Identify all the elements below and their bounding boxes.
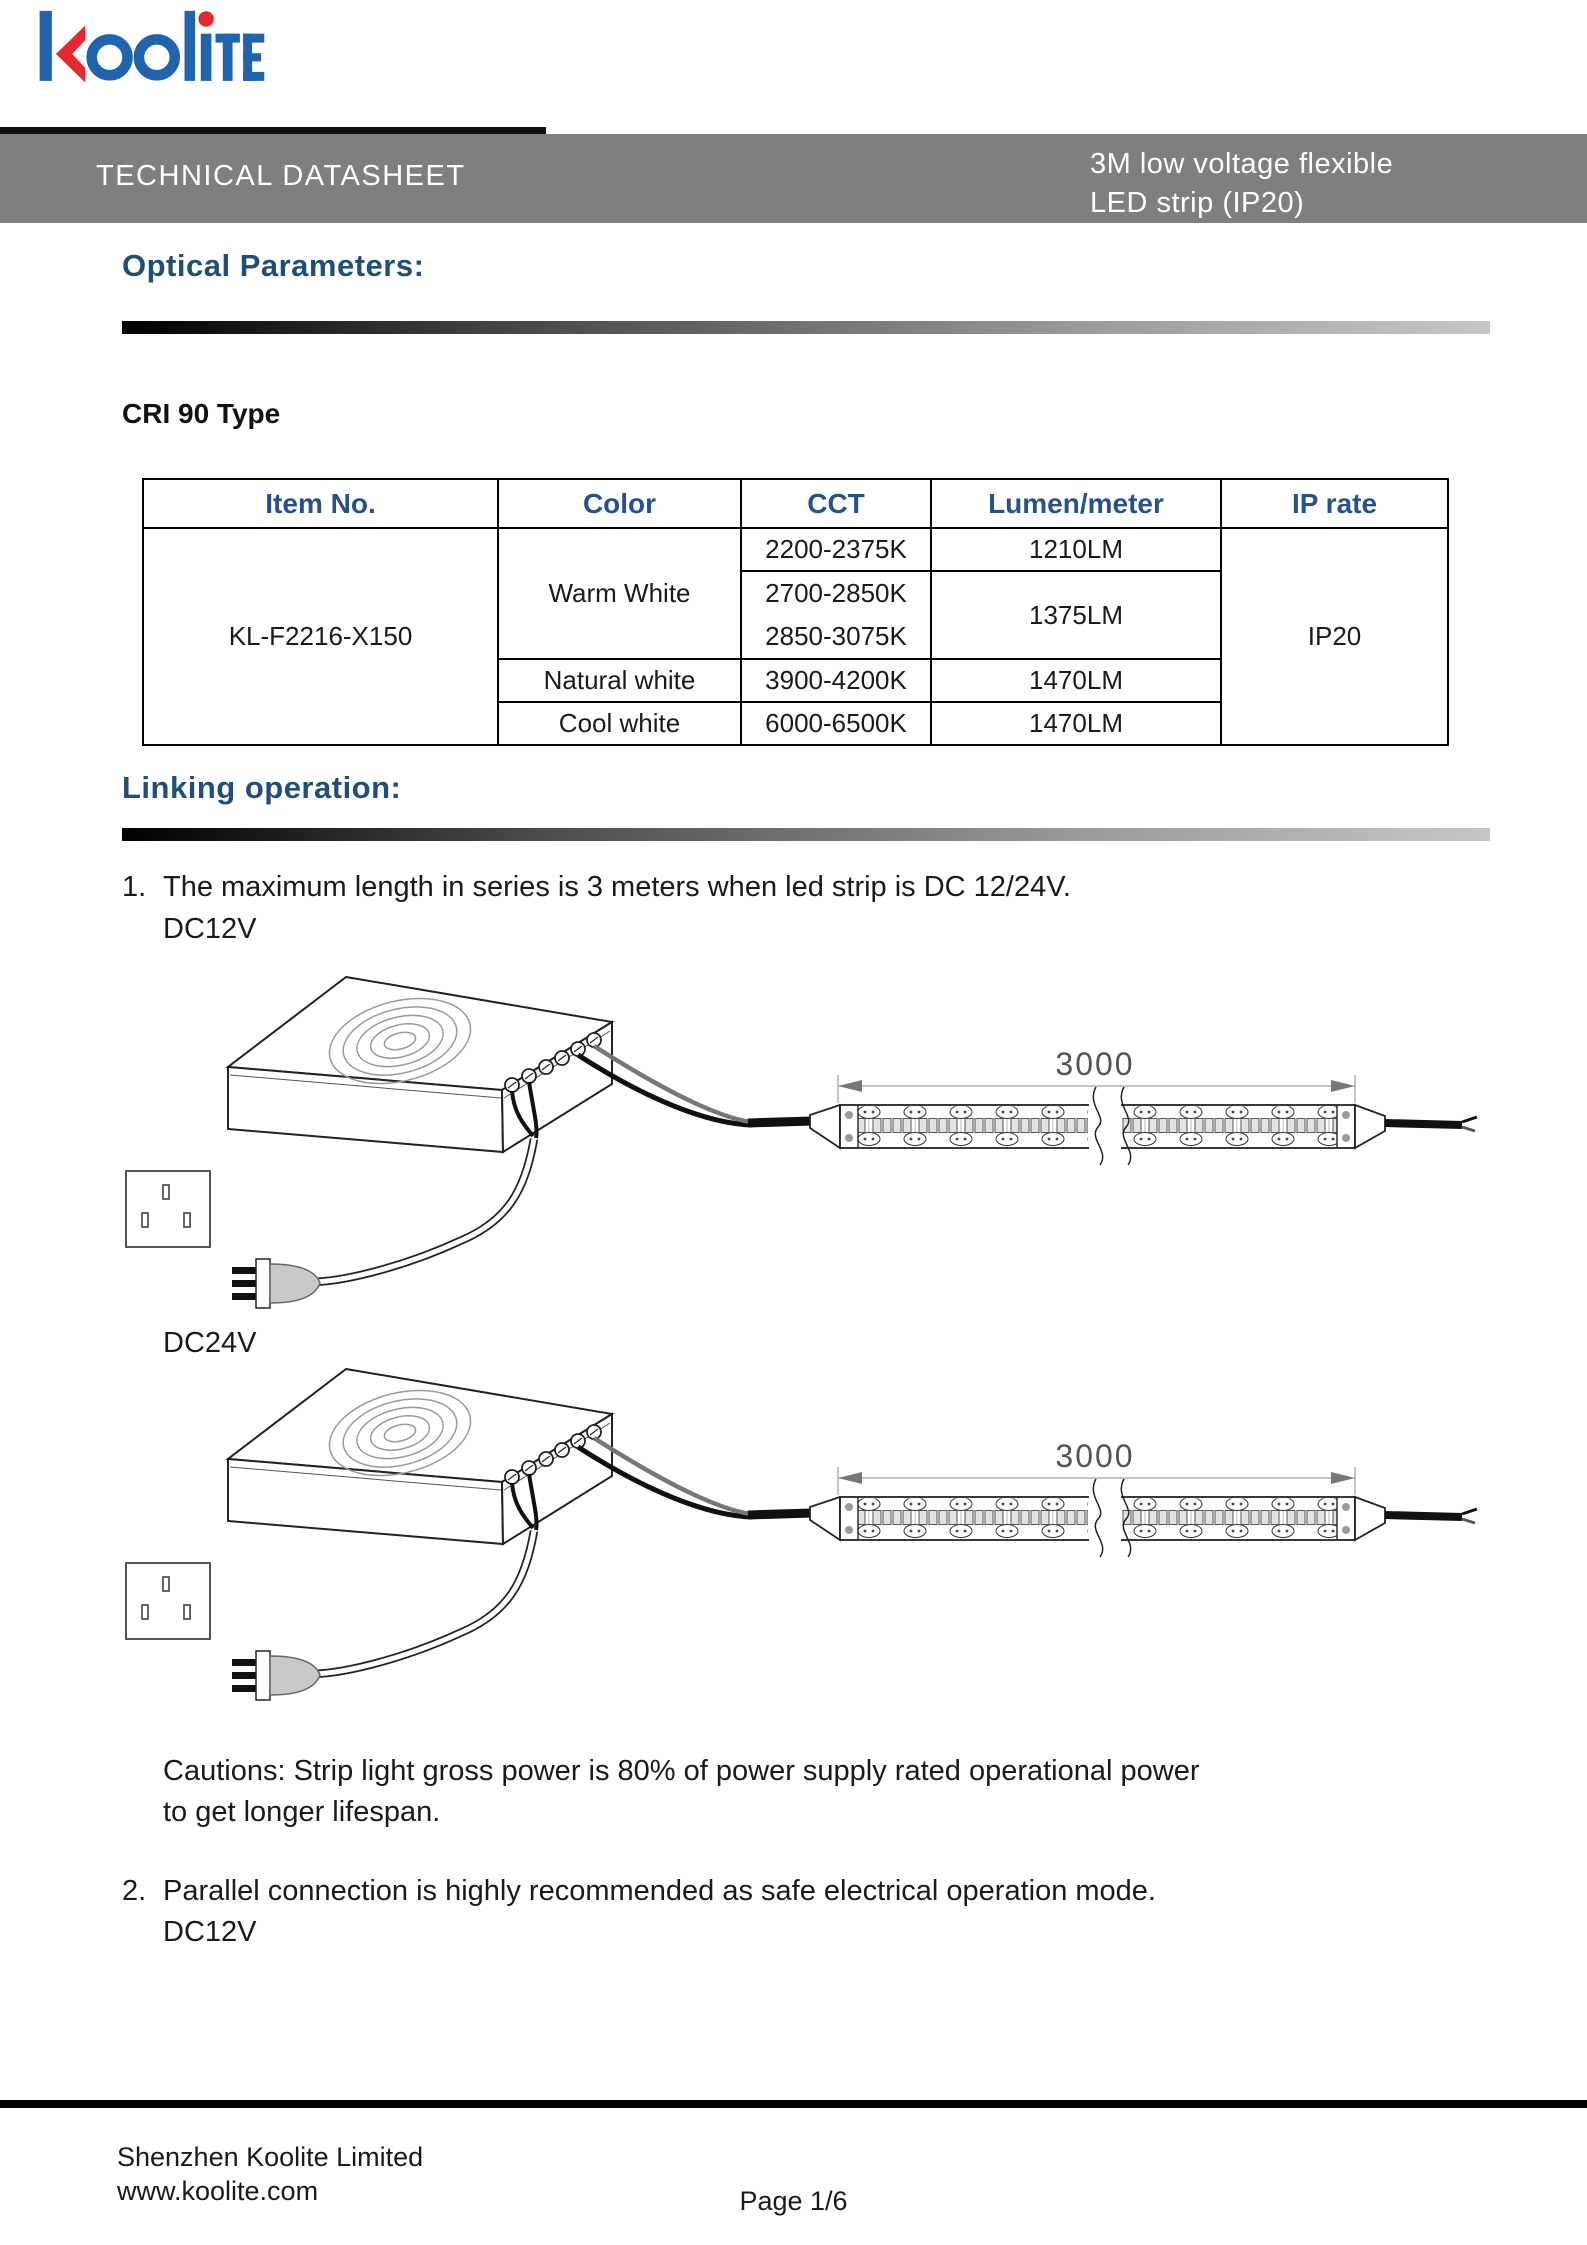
col-header-cct: CCT xyxy=(741,479,931,528)
col-header-ip-rate: IP rate xyxy=(1221,479,1448,528)
document-type-title: TECHNICAL DATASHEET xyxy=(96,160,466,192)
lumen-cell-4: 1470LM xyxy=(931,702,1221,745)
header-band xyxy=(0,134,1587,223)
dc12v-label: DC12V xyxy=(163,913,257,945)
dc12v-label-2: DC12V xyxy=(163,1916,257,1948)
strip-length-label: 3000 xyxy=(1055,1046,1135,1082)
optical-parameters-heading: Optical Parameters: xyxy=(122,248,425,283)
power-plug-illustration xyxy=(232,1651,320,1700)
list-item-1-number: 1. xyxy=(122,871,147,903)
dc24v-label: DC24V xyxy=(163,1327,257,1359)
footer-website: www.koolite.com xyxy=(117,2176,319,2206)
color-cell-cool-white: Cool white xyxy=(498,702,741,745)
color-cell-warm-white: Warm White xyxy=(498,528,741,659)
wall-socket-illustration xyxy=(126,1171,210,1247)
section-divider xyxy=(122,321,1490,334)
cautions-line1: Cautions: Strip light gross power is 80% of power supply rated operational power xyxy=(163,1755,1200,1787)
footer-company: Shenzhen Koolite Limited xyxy=(117,2142,424,2172)
cautions-text xyxy=(163,1751,1473,1833)
product-title-line1: 3M low voltage flexible xyxy=(1090,148,1394,180)
lumen-cell-1: 1210LM xyxy=(931,528,1221,571)
power-supply-illustration xyxy=(228,977,612,1152)
table-row xyxy=(143,528,1448,571)
wall-socket-illustration xyxy=(126,1563,210,1639)
optical-parameters-table xyxy=(142,478,1449,746)
power-supply-illustration xyxy=(228,1369,612,1544)
list-item-2-number: 2. xyxy=(122,1875,147,1907)
ip-rate-cell: IP20 xyxy=(1221,528,1448,745)
footer-rule xyxy=(0,2100,1587,2108)
dc-output-wires xyxy=(578,1046,812,1125)
col-header-color: Color xyxy=(498,479,741,528)
product-title xyxy=(1090,145,1393,223)
header-accent-bar xyxy=(0,127,546,134)
power-plug-illustration xyxy=(232,1259,320,1308)
lumen-cell-2: 1375LM xyxy=(931,571,1221,659)
led-strip-illustration xyxy=(810,1046,1477,1165)
color-cell-natural-white: Natural white xyxy=(498,659,741,702)
cautions-line2: to get longer lifespan. xyxy=(163,1796,441,1828)
diagram-dc12v-series xyxy=(110,975,1490,1330)
product-title-line2: LED strip (IP20) xyxy=(1090,187,1305,219)
linking-operation-heading: Linking operation: xyxy=(122,770,402,805)
footer-page-number: Page 1/6 xyxy=(739,2186,848,2216)
strip-length-label: 3000 xyxy=(1055,1438,1135,1474)
lumen-cell-3: 1470LM xyxy=(931,659,1221,702)
koolite-logo xyxy=(38,6,270,96)
cct-cell-5: 6000-6500K xyxy=(741,702,931,745)
cct-value-3: 2850-3075K xyxy=(765,621,907,651)
col-header-item-no: Item No. xyxy=(143,479,498,528)
table-header-row xyxy=(143,479,1448,528)
list-item-2-text: Parallel connection is highly recommended as safe electrical operation mode. xyxy=(163,1875,1156,1907)
cri-type-heading: CRI 90 Type xyxy=(122,398,281,429)
section-divider xyxy=(122,828,1490,841)
dc-output-wires xyxy=(578,1438,812,1517)
cct-cell-1: 2200-2375K xyxy=(741,528,931,571)
logo-glyphs xyxy=(40,11,265,83)
item-no-cell: KL-F2216-X150 xyxy=(143,528,498,745)
cct-value-2: 2700-2850K xyxy=(765,578,907,608)
list-item-1-text: The maximum length in series is 3 meters when led strip is DC 12/24V. xyxy=(163,871,1071,903)
col-header-lumen: Lumen/meter xyxy=(931,479,1221,528)
led-strip-illustration xyxy=(810,1438,1477,1557)
cct-cell-4: 3900-4200K xyxy=(741,659,931,702)
diagram-dc24v-series xyxy=(110,1367,1490,1722)
cct-cell-2-3 xyxy=(741,571,931,659)
